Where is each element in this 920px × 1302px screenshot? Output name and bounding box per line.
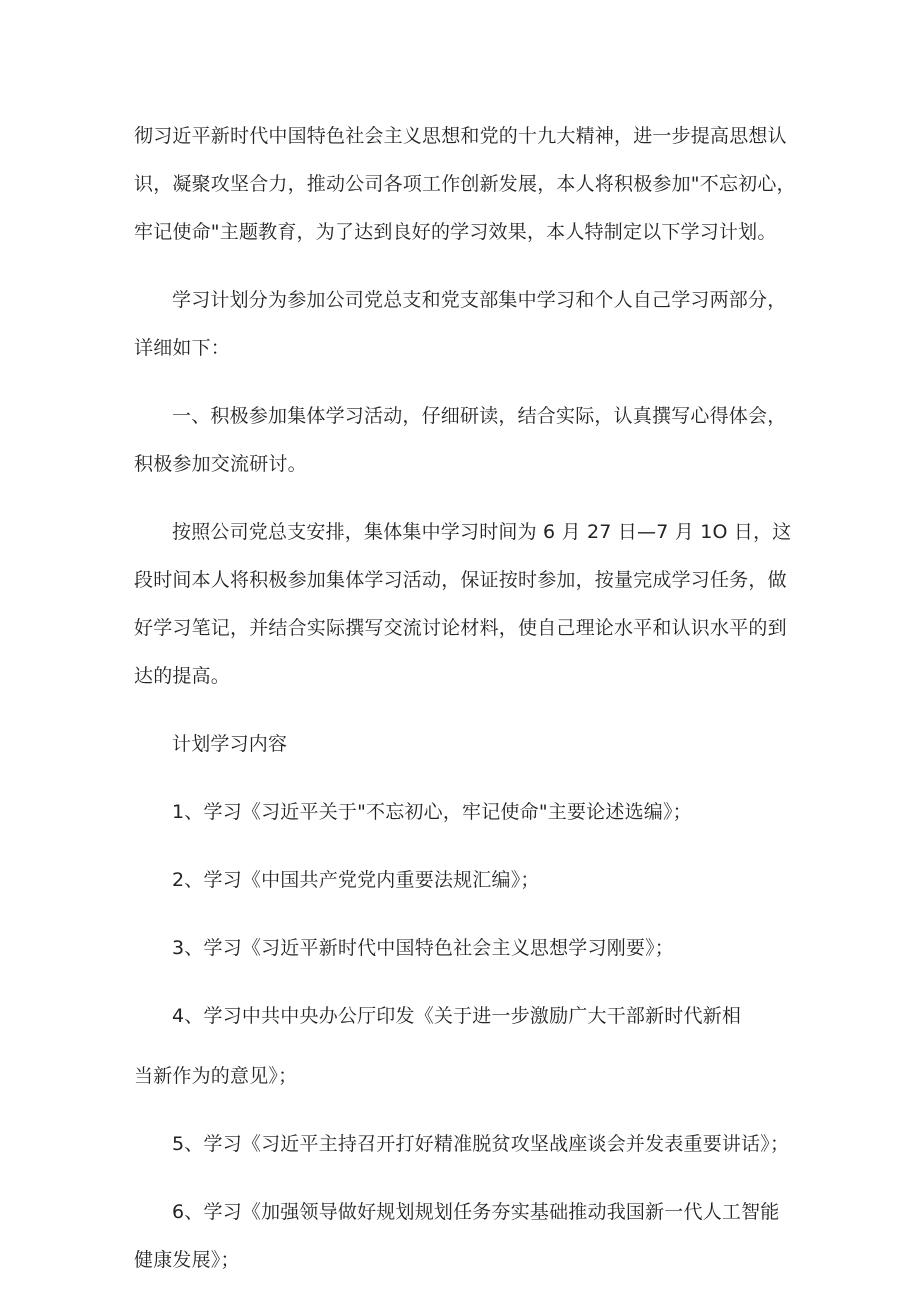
paragraph-plan-overview: 学习计划分为参加公司党总支和党支部集中学习和个人自己学习两部分，详细如下： <box>134 289 787 359</box>
list-item-4: 4、学习中共中央办公厅印发《关于进一步激励广大干部新时代新相 <box>172 1005 742 1027</box>
paragraph-content-heading: 计划学习内容 <box>172 733 288 755</box>
list-item-1: 1、学习《习近平关于"不忘初心，牢记使命"主要论述选编》； <box>172 801 692 823</box>
list-item-6: 6、学习《加强领导做好规划规划任务夯实基础推动我国新一代人工智能健康发展》； <box>134 1201 780 1271</box>
list-item-3: 3、学习《习近平新时代中国特色社会主义思想学习刚要》； <box>172 937 674 959</box>
list-item-2: 2、学习《中国共产党党内重要法规汇编》； <box>172 869 540 891</box>
list-item-5: 5、学习《习近平主持召开打好精准脱贫攻坚战座谈会并发表重要讲话》； <box>172 1133 790 1155</box>
document-body <box>134 112 798 1302</box>
list-item-4-continued: 当新作为的意见》； <box>134 1065 298 1087</box>
paragraph-schedule: 按照公司党总支安排，集体集中学习时间为 6 月 27 日—7 月 1O 日，这段时间本人将积极参加集体学习活动，保证按时参加，按量完成学习任务，做好学习笔记，并结合实际撰写交流讨论材料，使自己理论水平和认识水平的到达的提高。 <box>134 521 792 687</box>
paragraph-section-one: 一、积极参加集体学习活动，仔细研读，结合实际，认真撰写心得体会，积极参加交流研讨。 <box>134 405 787 475</box>
paragraph-intro: 彻习近平新时代中国特色社会主义思想和党的十九大精神，进一步提高思想认识，凝聚攻坚合力，推动公司各项工作创新发展，本人将积极参加"不忘初心，牢记使命"主题教育，为了达到良好的学习效果，本人特制定以下学习计划。 <box>134 125 796 243</box>
